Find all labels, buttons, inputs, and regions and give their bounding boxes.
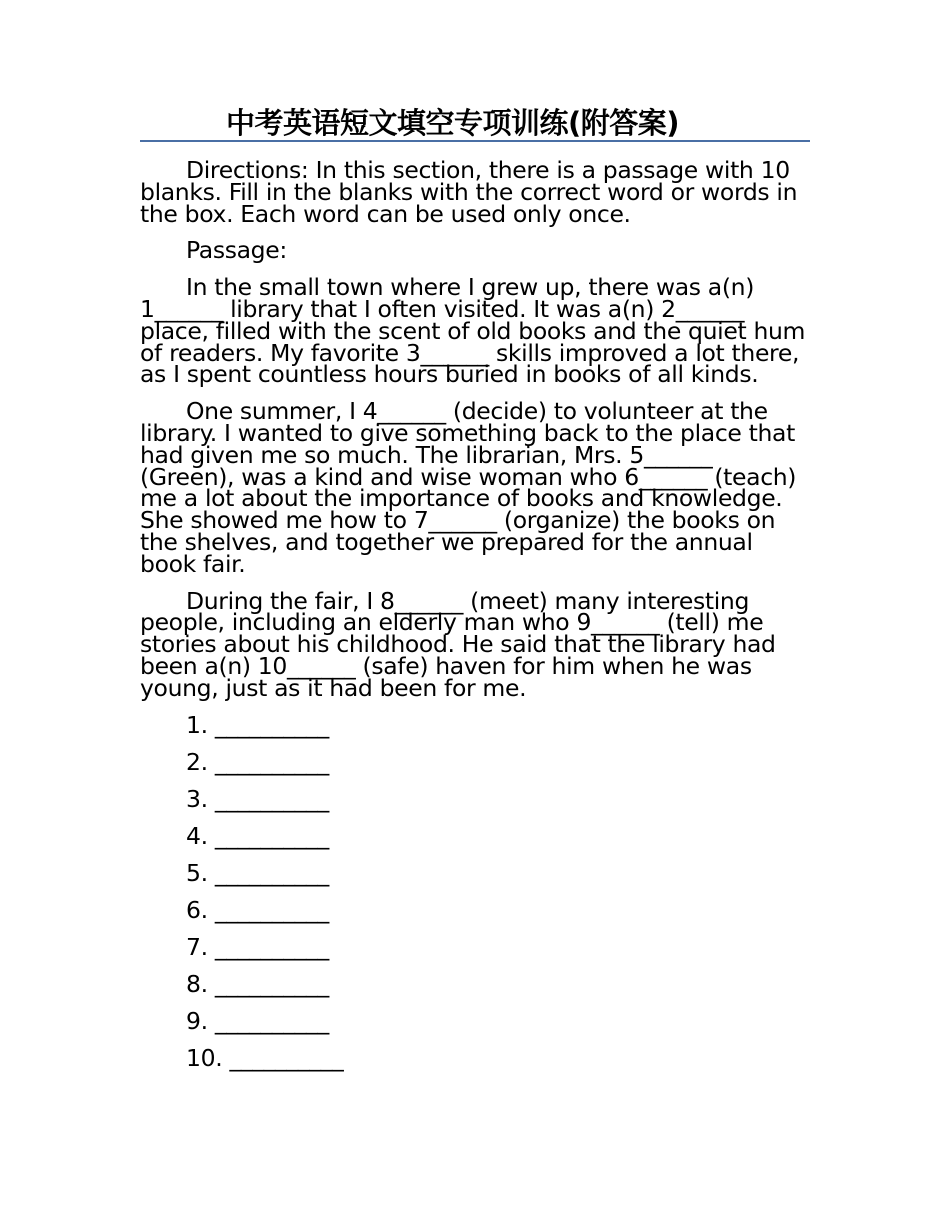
- passage-paragraph-2: One summer, I 4______ (decide) to volunteer at the library. I wanted to give something back to the place that had given me so much. The librarian, Mrs. 5______ (Green), was a kind and wise woman who 6______ (teach) me a lot about the importance of books and knowledge. She showed me how to 7______ (organize) the books on the shelves, and together we prepared for the annual book fair.: [140, 397, 797, 578]
- answer-line: 7. __________: [186, 932, 329, 961]
- page-title: 中考英语短文填空专项训练(附答案): [140, 104, 810, 142]
- directions-text: Directions: In this section, there is a passage with 10 blanks. Fill in the blanks with the correct word or words in the box. Each word can be used only once.: [140, 156, 798, 228]
- answer-line: 4. __________: [186, 821, 329, 850]
- answer-line: 1. __________: [186, 710, 329, 739]
- answer-line: 3. __________: [186, 784, 329, 813]
- answer-line: 6. __________: [186, 895, 329, 924]
- answer-line: 5. __________: [186, 858, 329, 887]
- passage-paragraph-1: In the small town where I grew up, there was a(n) 1______ library that I often visited. It was a(n) 2______ place, filled with the scent of old books and the quiet hum of readers. My favorite 3______ skills improved a lot there, as I spent countless hours buried in books of all kinds.: [140, 273, 806, 389]
- passage-paragraph-3: During the fair, I 8______ (meet) many interesting people, including an elderly man who 9______ (tell) me stories about his childhood. He said that the library had been a(n) 10______ (safe) haven for him when he was young, just as it had been for me.: [140, 586, 776, 702]
- answer-line: 8. __________: [186, 969, 329, 998]
- answer-line: 10. __________: [186, 1043, 344, 1072]
- document-body: [140, 156, 808, 1085]
- answer-line: 2. __________: [186, 747, 329, 776]
- answer-line: 9. __________: [186, 1006, 329, 1035]
- passage-label: Passage:: [186, 236, 287, 265]
